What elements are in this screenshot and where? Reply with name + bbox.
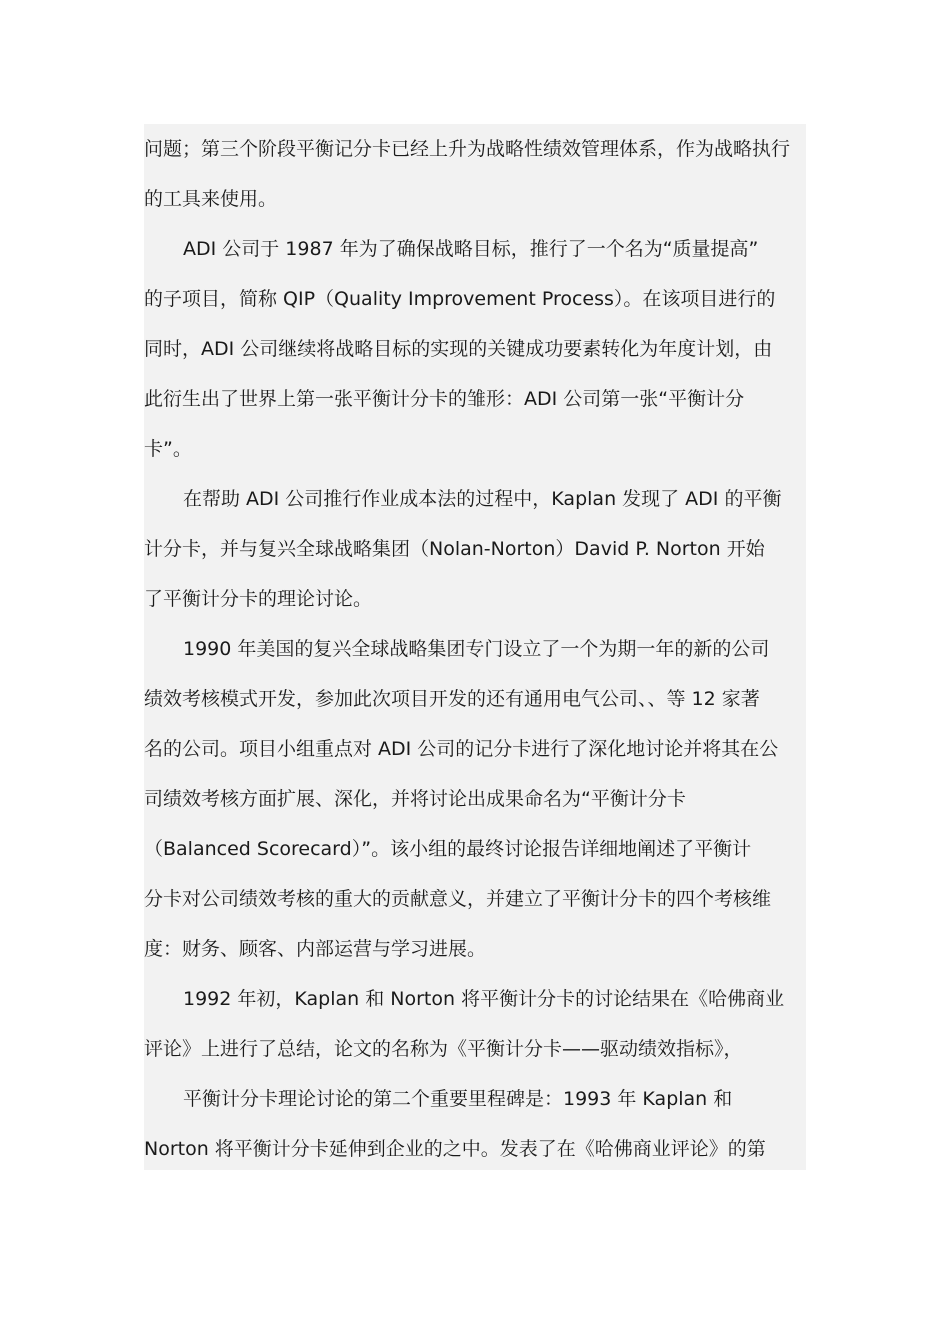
text-line: （Balanced Scorecard）”。该小组的最终讨论报告详细地阐述了平衡计 — [144, 838, 752, 860]
text-line: ADI 公司于 1987 年为了确保战略目标，推行了一个名为“质量提高” — [183, 238, 759, 260]
text-line: 的子项目，简称 QIP（Quality Improvement Process）。在该项目进行的 — [144, 288, 776, 310]
text-line: 名的公司。项目小组重点对 ADI 公司的记分卡进行了深化地讨论并将其在公 — [144, 738, 779, 760]
text-line: 了平衡计分卡的理论讨论。 — [144, 588, 373, 610]
text-body — [144, 124, 806, 1170]
text-line: 的工具来使用。 — [144, 188, 278, 210]
text-line: 评论》上进行了总结，论文的名称为《平衡计分卡——驱动绩效指标》， — [144, 1038, 743, 1060]
text-line: 1992 年初，Kaplan 和 Norton 将平衡计分卡的讨论结果在《哈佛商业 — [183, 988, 785, 1010]
text-line: 度：财务、顾客、内部运营与学习进展。 — [144, 938, 487, 960]
text-line: 在帮助 ADI 公司推行作业成本法的过程中，Kaplan 发现了 ADI 的平衡 — [183, 488, 782, 510]
text-line: 分卡对公司绩效考核的重大的贡献意义，并建立了平衡计分卡的四个考核维 — [144, 888, 772, 910]
text-line: 计分卡，并与复兴全球战略集团（Nolan-Norton）David P. Norton 开始 — [144, 538, 765, 560]
text-line: 司绩效考核方面扩展、深化，并将讨论出成果命名为“平衡计分卡 — [144, 788, 686, 810]
text-line: 绩效考核模式开发，参加此次项目开发的还有通用电气公司、、等 12 家著 — [144, 688, 760, 710]
text-line: 1990 年美国的复兴全球战略集团专门设立了一个为期一年的新的公司 — [183, 638, 770, 660]
text-line: 问题；第三个阶段平衡记分卡已经上升为战略性绩效管理体系，作为战略执行 — [144, 138, 791, 160]
text-line: Norton 将平衡计分卡延伸到企业的之中。发表了在《哈佛商业评论》的第 — [144, 1138, 766, 1160]
text-line: 此衍生出了世界上第一张平衡计分卡的雏形：ADI 公司第一张“平衡计分 — [144, 388, 745, 410]
text-line: 平衡计分卡理论讨论的第二个重要里程碑是：1993 年 Kaplan 和 — [183, 1088, 733, 1110]
text-line: 卡”。 — [144, 438, 192, 460]
text-line: 同时，ADI 公司继续将战略目标的实现的关键成功要素转化为年度计划，由 — [144, 338, 773, 360]
